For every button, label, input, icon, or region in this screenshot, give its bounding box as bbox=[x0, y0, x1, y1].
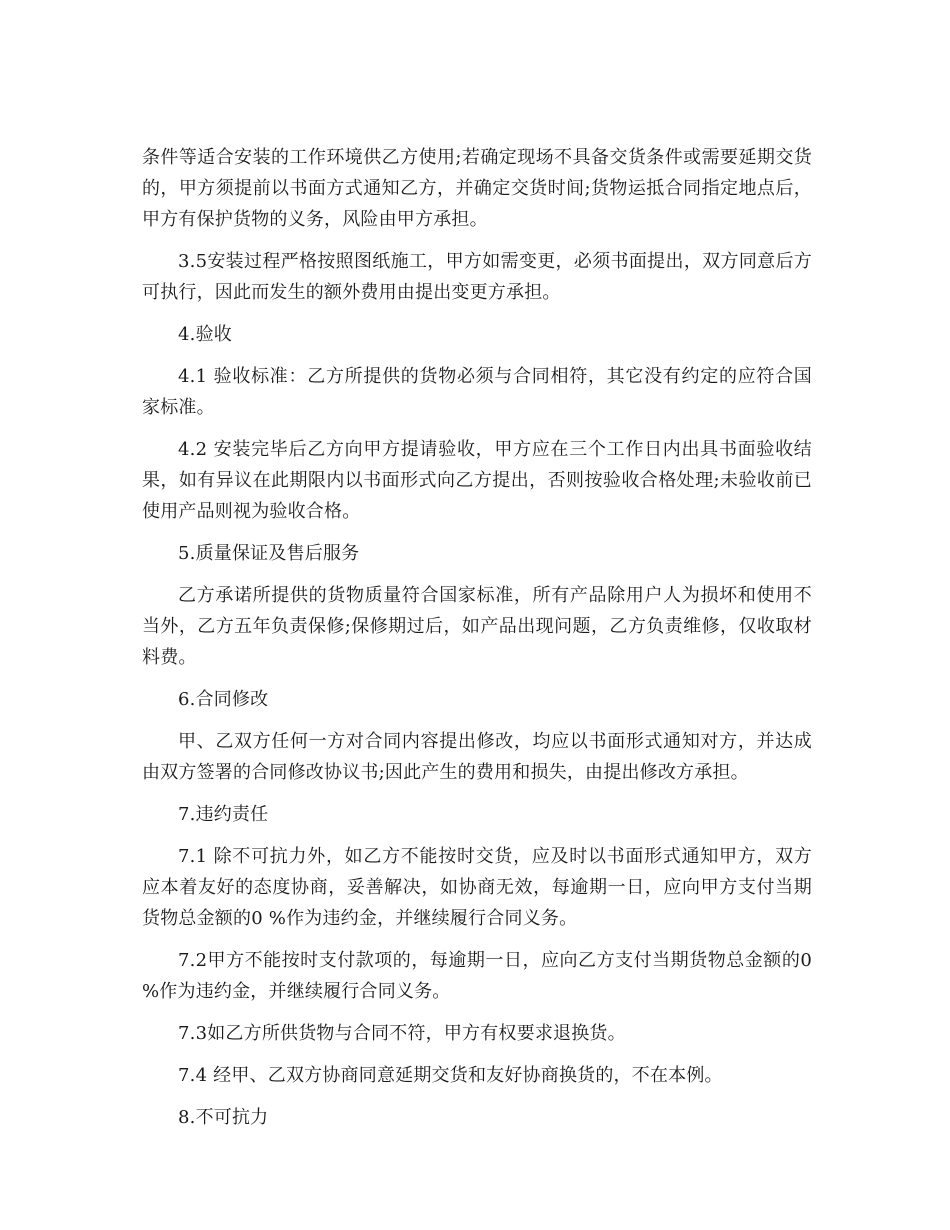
paragraph-7-3-nonconforming-goods: 7.3如乙方所供货物与合同不符，甲方有权要求退换货。 bbox=[178, 1023, 626, 1044]
paragraph-warranty: 乙方承诺所提供的货物质量符合国家标准，所有产品除用户人为损坏和使用不当外，乙方五年负责保修;保修期过后，如产品出现问题，乙方负责维修，仅收取材料费。 bbox=[142, 585, 812, 668]
section-heading-acceptance: 4.验收 bbox=[178, 324, 232, 345]
paragraph-7-4-exception: 7.4 经甲、乙双方协商同意延期交货和友好协商换货的，不在本例。 bbox=[178, 1065, 723, 1086]
paragraph-7-1-late-delivery: 7.1 除不可抗力外，如乙方不能按时交货，应及时以书面形式通知甲方，双方应本着友好的态度协商，妥善解决，如协商无效，每逾期一日，应向甲方支付当期货物总金额的0 %作为违约金，并继续履行合同义务。 bbox=[142, 846, 812, 929]
document-body bbox=[142, 142, 812, 1144]
paragraph-3-5-installation: 3.5安装过程严格按照图纸施工，甲方如需变更，必须书面提出，双方同意后方可执行，因此而发生的额外费用由提出变更方承担。 bbox=[142, 251, 812, 303]
paragraph-delivery-conditions: 条件等适合安装的工作环境供乙方使用;若确定现场不具备交货条件或需要延期交货的，甲方须提前以书面方式通知乙方，并确定交货时间;货物运抵合同指定地点后，甲方有保护货物的义务，风险由甲方承担。 bbox=[142, 147, 812, 230]
section-heading-breach-liability: 7.违约责任 bbox=[178, 804, 269, 825]
paragraph-amendment: 甲、乙双方任何一方对合同内容提出修改，均应以书面形式通知对方，并达成由双方签署的合同修改协议书;因此产生的费用和损失，由提出修改方承担。 bbox=[142, 731, 812, 783]
section-heading-quality-warranty: 5.质量保证及售后服务 bbox=[178, 543, 360, 564]
paragraph-4-1-acceptance-standard: 4.1 验收标准：乙方所提供的货物必须与合同相符，其它没有约定的应符合国家标准。 bbox=[142, 366, 812, 418]
section-heading-contract-amendment: 6.合同修改 bbox=[178, 689, 269, 710]
paragraph-4-2-acceptance-process: 4.2 安装完毕后乙方向甲方提请验收，甲方应在三个工作日内出具书面验收结果，如有异议在此期限内以书面形式向乙方提出，否则按验收合格处理;未验收前已使用产品则视为验收合格。 bbox=[142, 439, 812, 522]
paragraph-7-2-late-payment: 7.2甲方不能按时支付款项的，每逾期一日，应向乙方支付当期货物总金额的0 %作为违约金，并继续履行合同义务。 bbox=[142, 950, 812, 1002]
section-heading-force-majeure: 8.不可抗力 bbox=[178, 1107, 269, 1128]
